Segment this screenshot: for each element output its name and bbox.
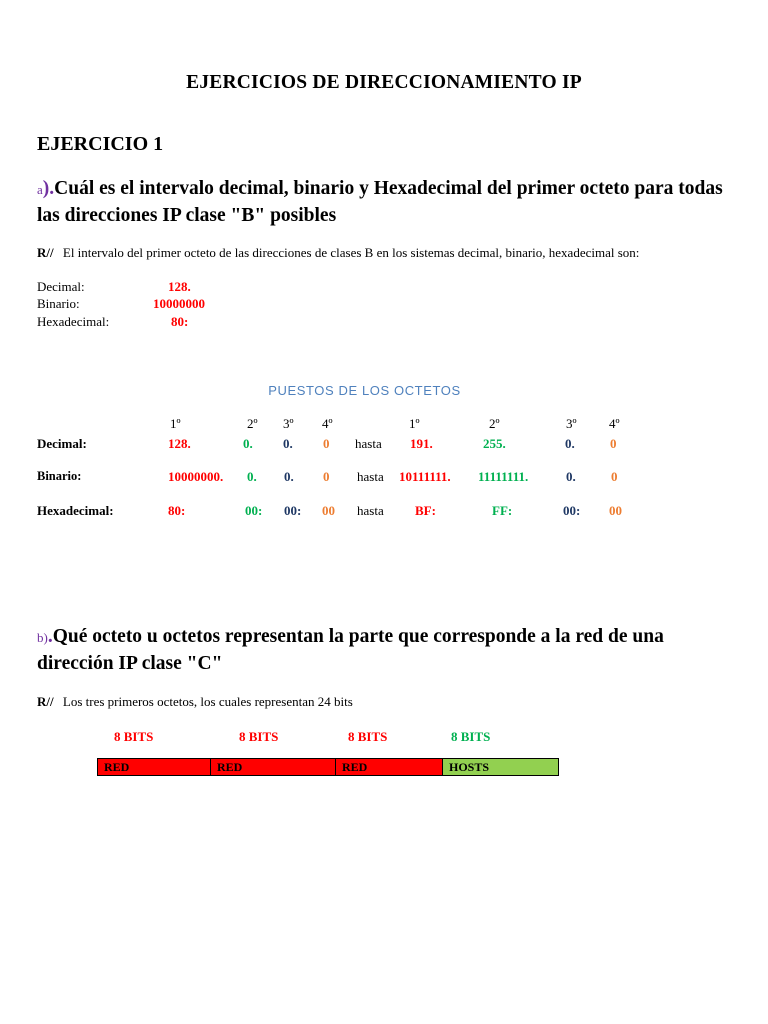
- cell-hex-from-3: 00:: [284, 503, 302, 518]
- hasta-hex: hasta: [357, 503, 384, 518]
- row-binary-label: Binario:: [37, 469, 82, 483]
- hasta-binary: hasta: [357, 469, 384, 484]
- cell-decimal-from-1: 128.: [168, 436, 191, 451]
- cell-hex-to-3: 00:: [563, 503, 581, 518]
- question-b-label: b): [37, 630, 48, 645]
- header-octet-4: 4º: [322, 416, 333, 431]
- cell-binary-from-1: 10000000.: [168, 469, 224, 484]
- header-octet-1b: 1º: [409, 416, 420, 431]
- question-b-paren: .: [47, 626, 53, 647]
- question-b-text: Qué octeto u octetos representan la parte que corresponde a la red de una dirección IP clase "C": [37, 626, 664, 674]
- cell-binary-to-4: 0: [611, 469, 618, 484]
- octets-table-title: PUESTOS DE LOS OCTETOS: [268, 383, 461, 398]
- question-a-text: Cuál es el intervalo decimal, binario y Hexadecimal del primer octeto para todas las direcciones IP clase "B" posibles: [37, 178, 723, 226]
- cell-hex-from-1: 80:: [168, 503, 186, 518]
- answer-b: [37, 694, 353, 710]
- question-a: [37, 176, 737, 229]
- value-binary-label: Binario:: [37, 296, 80, 311]
- cell-decimal-from-3: 0.: [283, 436, 293, 451]
- segment-red-2: RED: [211, 759, 336, 775]
- header-octet-1: 1º: [170, 416, 181, 431]
- answer-b-prefix: R//: [37, 694, 54, 709]
- exercise-title: EJERCICIO 1: [37, 133, 164, 155]
- header-octet-3: 3º: [283, 416, 294, 431]
- cell-decimal-to-4: 0: [610, 436, 617, 451]
- cell-decimal-to-3: 0.: [565, 436, 575, 451]
- answer-a: [37, 245, 639, 261]
- bits-label-1: 8 BITS: [114, 729, 154, 744]
- value-hex-label: Hexadecimal:: [37, 314, 110, 329]
- header-octet-2: 2º: [247, 416, 258, 431]
- hasta-decimal: hasta: [355, 436, 382, 451]
- cell-hex-to-1: BF:: [415, 503, 436, 518]
- cell-decimal-to-2: 255.: [483, 436, 506, 451]
- cell-decimal-to-1: 191.: [410, 436, 433, 451]
- cell-hex-to-4: 00: [609, 503, 622, 518]
- row-hex-label: Hexadecimal:: [37, 503, 114, 518]
- header-octet-3b: 3º: [566, 416, 577, 431]
- cell-binary-to-1: 10111111.: [399, 469, 451, 484]
- cell-binary-from-3: 0.: [284, 469, 294, 484]
- question-b: [37, 624, 737, 677]
- question-a-label: a: [37, 182, 43, 197]
- cell-binary-to-3: 0.: [566, 469, 576, 484]
- segment-red-1: RED: [98, 759, 211, 775]
- cell-binary-to-2: 11111111.: [478, 469, 529, 484]
- value-decimal-label: Decimal:: [37, 279, 85, 294]
- answer-a-text: El intervalo del primer octeto de las direcciones de clases B en los sistemas decimal, binario, hexadecimal son:: [62, 245, 640, 260]
- answer-a-prefix: R//: [37, 245, 54, 260]
- bits-label-3: 8 BITS: [348, 729, 388, 744]
- value-decimal: 128.: [168, 279, 191, 294]
- bits-label-4: 8 BITS: [451, 729, 491, 744]
- cell-binary-from-4: 0: [323, 469, 330, 484]
- value-binary: 10000000: [153, 296, 205, 311]
- header-octet-4b: 4º: [609, 416, 620, 431]
- octet-bar: [97, 758, 559, 776]
- cell-decimal-from-2: 0.: [243, 436, 253, 451]
- cell-binary-from-2: 0.: [247, 469, 257, 484]
- bits-label-2: 8 BITS: [239, 729, 279, 744]
- document-title: EJERCICIOS DE DIRECCIONAMIENTO IP: [186, 72, 582, 93]
- cell-hex-to-2: FF:: [492, 503, 513, 518]
- header-octet-2b: 2º: [489, 416, 500, 431]
- answer-b-text: Los tres primeros octetos, los cuales representan 24 bits: [62, 694, 353, 709]
- cell-decimal-from-4: 0: [323, 436, 330, 451]
- cell-hex-from-4: 00: [322, 503, 335, 518]
- question-a-paren: ).: [42, 178, 55, 199]
- segment-hosts: HOSTS: [443, 759, 558, 775]
- cell-hex-from-2: 00:: [245, 503, 263, 518]
- value-hex: 80:: [171, 314, 189, 329]
- row-decimal-label: Decimal:: [37, 436, 87, 451]
- segment-red-3: RED: [336, 759, 443, 775]
